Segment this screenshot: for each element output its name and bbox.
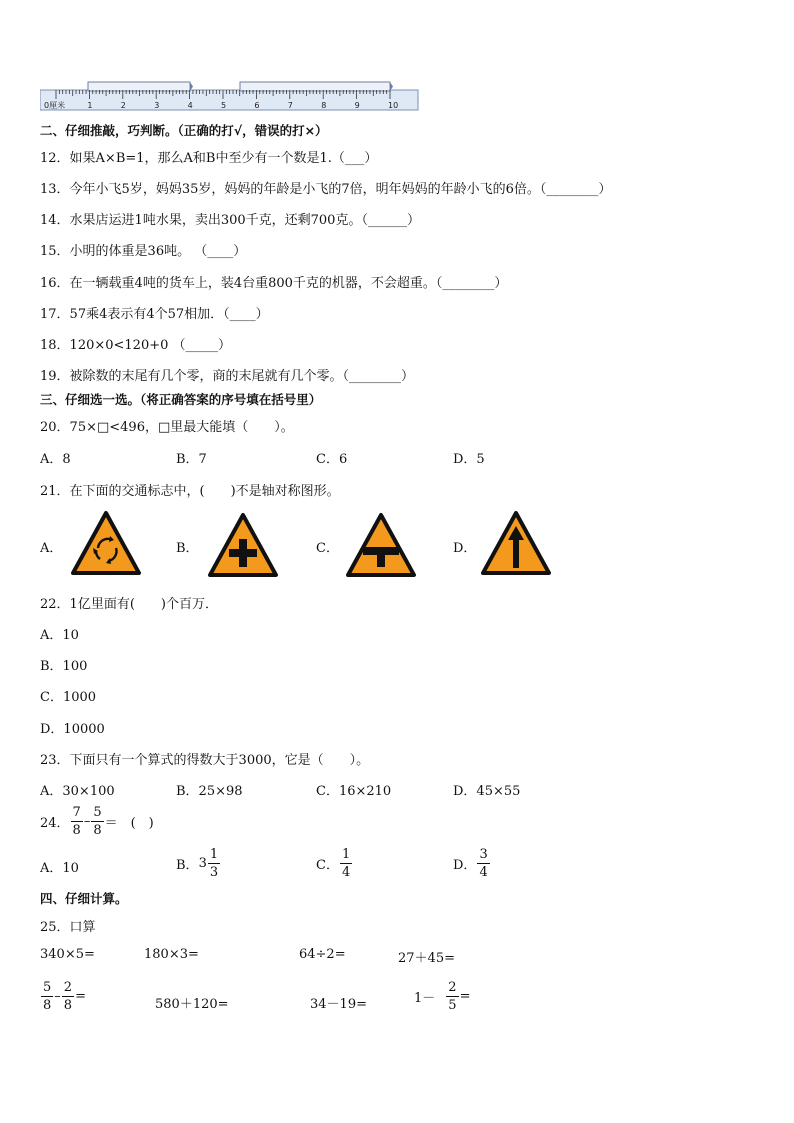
q21-option-a-label: A． — [40, 541, 63, 556]
fraction-numerator: 1 — [209, 847, 219, 862]
option-label: C． — [316, 858, 339, 873]
ruler-label: 3 — [154, 101, 160, 110]
option-label: B． — [176, 858, 199, 873]
calc-fraction — [446, 981, 458, 1012]
equals-sign: = — [75, 989, 86, 1004]
ruler-label: 5 — [221, 101, 227, 110]
fraction-numerator: 7 — [72, 805, 81, 820]
fraction-numerator: 5 — [93, 805, 102, 820]
q23-option-a: A．30×100 — [40, 784, 115, 799]
fraction-numerator: 5 — [43, 980, 52, 995]
mixed-whole: 3 — [198, 856, 207, 871]
question-20: 20．75×□<496，□里最大能填（ ）。 — [40, 420, 294, 435]
q22-option-c: C．1000 — [40, 690, 97, 705]
mental-calc-2: 180×3= — [144, 947, 199, 962]
q22-option-a: A．10 — [40, 628, 79, 643]
fraction-denominator: 8 — [72, 823, 81, 838]
equals-sign: = — [459, 989, 471, 1004]
q23-option-d: D．45×55 — [453, 784, 521, 799]
fraction-numerator: 2 — [448, 980, 457, 995]
q24-number: 24． — [40, 816, 70, 831]
mental-calc-6: 580＋120= — [155, 997, 229, 1012]
option-label: D． — [453, 858, 477, 873]
question-14: 14．水果店运进1吨水果，卖出300千克，还剩700克。（______） — [40, 213, 420, 228]
mental-calc-7: 34－19= — [310, 997, 367, 1012]
minus-sign: – — [54, 989, 61, 1004]
q24-fraction-2 — [91, 806, 103, 837]
calc-fraction-a — [41, 981, 53, 1012]
q24-option-c — [316, 848, 353, 879]
question-18: 18．120×0<120+0 （_____） — [40, 338, 232, 353]
ruler-label: 9 — [354, 101, 360, 110]
mental-calc-5 — [40, 981, 86, 1012]
section-4-title: 四、仔细计算。 — [40, 891, 128, 906]
fraction-denominator: 8 — [63, 998, 73, 1013]
mental-calc-4: 27＋45= — [398, 951, 455, 966]
calc-fraction-b — [62, 981, 74, 1012]
q24-option-d-fraction — [477, 848, 489, 879]
question-17: 17．57乘4表示有4个57相加．（____） — [40, 307, 269, 322]
q22-option-d: D．10000 — [40, 722, 105, 737]
question-24 — [40, 806, 154, 837]
crossroad-sign-icon — [207, 512, 279, 578]
q22-option-b: B．100 — [40, 659, 88, 674]
mental-calc-8 — [414, 981, 470, 1012]
section-3-title: 三、仔细选一选。（将正确答案的序号填在括号里） — [40, 392, 322, 407]
ruler-figure — [40, 78, 420, 112]
q24-option-d — [453, 848, 491, 879]
question-22: 22．1亿里面有( )个百万． — [40, 597, 218, 612]
q24-option-b — [176, 848, 221, 879]
fraction-numerator: 1 — [341, 847, 351, 862]
minus-sign: – — [83, 814, 91, 829]
ruler-label: 1 — [87, 101, 93, 110]
fraction-denominator: 5 — [448, 998, 457, 1013]
mental-calc-1: 340×5= — [40, 947, 95, 962]
ruler-label: 4 — [187, 101, 193, 110]
q23-option-c: C．16×210 — [316, 784, 392, 799]
ruler-label: 6 — [254, 101, 260, 110]
ruler-label: 10 — [388, 101, 399, 110]
q21-option-d-label: D． — [453, 541, 477, 556]
fraction-denominator: 3 — [209, 865, 219, 880]
q20-option-a: A．8 — [40, 452, 71, 467]
mental-calc-3: 64÷2= — [299, 947, 346, 962]
straight-arrow-sign-icon — [480, 510, 552, 576]
question-21: 21．在下面的交通标志中，( )不是轴对称图形。 — [40, 484, 340, 499]
ruler-label: 0厘米 — [44, 101, 66, 110]
question-13: 13．今年小飞5岁，妈妈35岁，妈妈的年龄是小飞的7倍，明年妈妈的年龄小飞的6倍。（________） — [40, 182, 612, 197]
fraction-numerator: 2 — [63, 980, 73, 995]
q21-option-c-label: C． — [316, 541, 339, 556]
q20-option-c: C．6 — [316, 452, 348, 467]
q24-option-b-fraction — [208, 848, 220, 879]
q24-option-c-fraction — [340, 848, 352, 879]
question-16: 16．在一辆载重4吨的货车上，装4台重800千克的机器，不会超重。（________） — [40, 276, 508, 291]
q24-fraction-1 — [71, 806, 83, 837]
fraction-denominator: 4 — [341, 865, 351, 880]
calc-lead: 1－ — [414, 991, 436, 1006]
q20-option-d: D．5 — [453, 452, 485, 467]
t-junction-sign-icon — [345, 512, 417, 578]
ruler-label: 7 — [287, 101, 293, 110]
fraction-numerator: 3 — [479, 847, 488, 862]
fraction-denominator: 8 — [43, 998, 52, 1013]
question-12: 12．如果A×B=1，那么A和B中至少有一个数是1.（___） — [40, 151, 378, 166]
q21-option-b-label: B． — [176, 541, 199, 556]
q20-option-b: B．7 — [176, 452, 207, 467]
q24-equals-blank: ＝ ( ) — [104, 816, 154, 831]
q23-option-b: B．25×98 — [176, 784, 243, 799]
fraction-denominator: 4 — [479, 865, 488, 880]
q24-option-a: A．10 — [40, 861, 79, 876]
ruler-label: 8 — [321, 101, 327, 110]
question-19: 19．被除数的末尾有几个零，商的末尾就有几个零。（________） — [40, 369, 415, 384]
fraction-denominator: 8 — [93, 823, 102, 838]
question-15: 15．小明的体重是36吨。 （____） — [40, 244, 247, 259]
roundabout-sign-icon — [70, 510, 142, 576]
question-25: 25．口算 — [40, 920, 96, 935]
ruler-label: 2 — [120, 101, 126, 110]
section-2-title: 二、仔细推敲，巧判断。（正确的打√，错误的打×） — [40, 123, 328, 138]
question-23: 23．下面只有一个算式的得数大于3000，它是（ ）。 — [40, 753, 370, 768]
